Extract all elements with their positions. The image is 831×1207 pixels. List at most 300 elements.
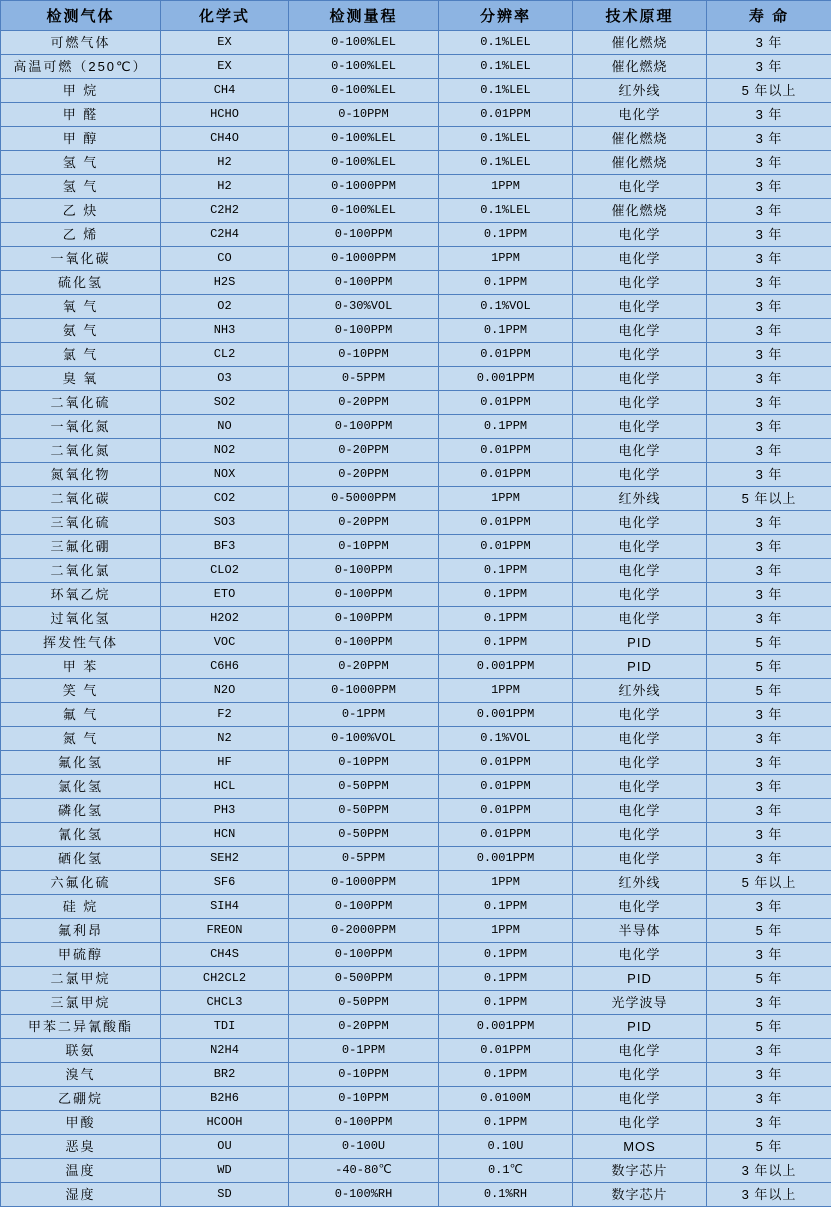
table-row (1, 343, 831, 367)
cell-detection-range: 0-100%LEL (289, 79, 439, 103)
cell-chemical-formula: CHCL3 (161, 991, 289, 1015)
cell-chemical-formula: EX (161, 31, 289, 55)
cell-lifespan: 3 年以上 (707, 1183, 831, 1207)
cell-resolution: 1PPM (439, 919, 573, 943)
cell-technical-principle: 红外线 (573, 487, 707, 511)
cell-technical-principle: 电化学 (573, 607, 707, 631)
cell-lifespan: 3 年 (707, 559, 831, 583)
cell-lifespan: 3 年 (707, 103, 831, 127)
cell-detection-range: -40-80℃ (289, 1159, 439, 1183)
cell-resolution: 0.1PPM (439, 607, 573, 631)
cell-detection-range: 0-1000PPM (289, 175, 439, 199)
cell-detection-range: 0-50PPM (289, 799, 439, 823)
cell-technical-principle: 电化学 (573, 583, 707, 607)
cell-gas-name: 一氧化碳 (1, 247, 161, 271)
table-row (1, 487, 831, 511)
table-row (1, 1135, 831, 1159)
cell-technical-principle: 电化学 (573, 295, 707, 319)
cell-technical-principle: 数字芯片 (573, 1183, 707, 1207)
cell-resolution: 0.1%LEL (439, 199, 573, 223)
cell-detection-range: 0-100PPM (289, 607, 439, 631)
table-header (1, 1, 831, 31)
cell-technical-principle: 电化学 (573, 847, 707, 871)
cell-resolution: 0.10U (439, 1135, 573, 1159)
cell-technical-principle: MOS (573, 1135, 707, 1159)
table-row (1, 967, 831, 991)
cell-resolution: 0.01PPM (439, 751, 573, 775)
cell-chemical-formula: BF3 (161, 535, 289, 559)
cell-chemical-formula: CL2 (161, 343, 289, 367)
cell-gas-name: 氮氧化物 (1, 463, 161, 487)
cell-resolution: 0.1%LEL (439, 127, 573, 151)
cell-gas-name: 二氧化氮 (1, 439, 161, 463)
cell-gas-name: 联氨 (1, 1039, 161, 1063)
cell-detection-range: 0-10PPM (289, 535, 439, 559)
cell-lifespan: 3 年 (707, 223, 831, 247)
table-row (1, 535, 831, 559)
cell-chemical-formula: H2 (161, 151, 289, 175)
cell-gas-name: 氟 气 (1, 703, 161, 727)
cell-chemical-formula: H2S (161, 271, 289, 295)
cell-gas-name: 甲 苯 (1, 655, 161, 679)
cell-chemical-formula: SD (161, 1183, 289, 1207)
table-row (1, 415, 831, 439)
cell-technical-principle: 催化燃烧 (573, 31, 707, 55)
cell-detection-range: 0-100%LEL (289, 31, 439, 55)
cell-gas-name: 过氧化氢 (1, 607, 161, 631)
cell-resolution: 0.001PPM (439, 703, 573, 727)
cell-resolution: 0.1℃ (439, 1159, 573, 1183)
table-row (1, 727, 831, 751)
cell-chemical-formula: H2 (161, 175, 289, 199)
cell-chemical-formula: O2 (161, 295, 289, 319)
cell-chemical-formula: SF6 (161, 871, 289, 895)
cell-resolution: 0.01PPM (439, 103, 573, 127)
cell-gas-name: 甲 醛 (1, 103, 161, 127)
cell-chemical-formula: NH3 (161, 319, 289, 343)
cell-chemical-formula: N2 (161, 727, 289, 751)
cell-gas-name: 氨 气 (1, 319, 161, 343)
cell-chemical-formula: HCN (161, 823, 289, 847)
table-row (1, 151, 831, 175)
cell-resolution: 0.01PPM (439, 511, 573, 535)
table-row (1, 607, 831, 631)
cell-chemical-formula: OU (161, 1135, 289, 1159)
cell-resolution: 0.1PPM (439, 631, 573, 655)
cell-chemical-formula: B2H6 (161, 1087, 289, 1111)
cell-resolution: 0.01PPM (439, 823, 573, 847)
cell-gas-name: 二氯甲烷 (1, 967, 161, 991)
cell-detection-range: 0-100PPM (289, 223, 439, 247)
cell-lifespan: 3 年 (707, 703, 831, 727)
table-row (1, 895, 831, 919)
cell-technical-principle: 电化学 (573, 895, 707, 919)
cell-chemical-formula: TDI (161, 1015, 289, 1039)
cell-resolution: 0.1%VOL (439, 295, 573, 319)
cell-resolution: 0.1PPM (439, 1111, 573, 1135)
cell-resolution: 0.01PPM (439, 439, 573, 463)
cell-gas-name: 氮 气 (1, 727, 161, 751)
cell-gas-name: 甲酸 (1, 1111, 161, 1135)
cell-resolution: 0.1%LEL (439, 79, 573, 103)
cell-detection-range: 0-10PPM (289, 1063, 439, 1087)
cell-technical-principle: 电化学 (573, 439, 707, 463)
cell-detection-range: 0-100PPM (289, 1111, 439, 1135)
cell-detection-range: 0-100%LEL (289, 55, 439, 79)
cell-detection-range: 0-100%LEL (289, 199, 439, 223)
cell-gas-name: 甲 烷 (1, 79, 161, 103)
cell-technical-principle: 电化学 (573, 1111, 707, 1135)
cell-lifespan: 3 年 (707, 175, 831, 199)
cell-resolution: 0.001PPM (439, 847, 573, 871)
table-row (1, 991, 831, 1015)
cell-detection-range: 0-30%VOL (289, 295, 439, 319)
cell-lifespan: 5 年 (707, 967, 831, 991)
cell-technical-principle: 催化燃烧 (573, 151, 707, 175)
cell-detection-range: 0-50PPM (289, 775, 439, 799)
cell-chemical-formula: CO (161, 247, 289, 271)
cell-gas-name: 硫化氢 (1, 271, 161, 295)
cell-detection-range: 0-10PPM (289, 751, 439, 775)
cell-technical-principle: 电化学 (573, 727, 707, 751)
cell-gas-name: 高温可燃（250℃） (1, 55, 161, 79)
cell-lifespan: 3 年 (707, 367, 831, 391)
cell-resolution: 0.01PPM (439, 1039, 573, 1063)
cell-lifespan: 5 年 (707, 919, 831, 943)
column-header-resolution: 分辨率 (439, 1, 573, 31)
cell-resolution: 1PPM (439, 679, 573, 703)
cell-gas-name: 氧 气 (1, 295, 161, 319)
table-row (1, 799, 831, 823)
cell-detection-range: 0-20PPM (289, 439, 439, 463)
cell-detection-range: 0-100%LEL (289, 127, 439, 151)
cell-chemical-formula: H2O2 (161, 607, 289, 631)
cell-technical-principle: 催化燃烧 (573, 55, 707, 79)
cell-technical-principle: 电化学 (573, 343, 707, 367)
table-row (1, 583, 831, 607)
column-header-lifespan: 寿 命 (707, 1, 831, 31)
cell-lifespan: 3 年 (707, 1087, 831, 1111)
cell-chemical-formula: VOC (161, 631, 289, 655)
cell-technical-principle: PID (573, 967, 707, 991)
cell-lifespan: 3 年 (707, 151, 831, 175)
cell-lifespan: 3 年以上 (707, 1159, 831, 1183)
cell-technical-principle: 电化学 (573, 559, 707, 583)
cell-detection-range: 0-20PPM (289, 511, 439, 535)
cell-gas-name: 氯 气 (1, 343, 161, 367)
cell-technical-principle: 电化学 (573, 823, 707, 847)
cell-gas-name: 二氧化碳 (1, 487, 161, 511)
cell-chemical-formula: NO2 (161, 439, 289, 463)
cell-lifespan: 3 年 (707, 775, 831, 799)
cell-lifespan: 3 年 (707, 511, 831, 535)
cell-chemical-formula: F2 (161, 703, 289, 727)
cell-resolution: 1PPM (439, 487, 573, 511)
cell-technical-principle: 电化学 (573, 247, 707, 271)
cell-lifespan: 3 年 (707, 295, 831, 319)
cell-lifespan: 3 年 (707, 727, 831, 751)
cell-chemical-formula: C2H4 (161, 223, 289, 247)
table-row (1, 247, 831, 271)
cell-resolution: 0.01PPM (439, 775, 573, 799)
cell-chemical-formula: WD (161, 1159, 289, 1183)
cell-technical-principle: 催化燃烧 (573, 127, 707, 151)
cell-resolution: 0.001PPM (439, 655, 573, 679)
cell-technical-principle: 催化燃烧 (573, 199, 707, 223)
cell-lifespan: 3 年 (707, 751, 831, 775)
cell-gas-name: 二氧化氯 (1, 559, 161, 583)
table-row (1, 367, 831, 391)
cell-technical-principle: 电化学 (573, 415, 707, 439)
cell-technical-principle: 半导体 (573, 919, 707, 943)
cell-technical-principle: PID (573, 631, 707, 655)
cell-resolution: 0.001PPM (439, 367, 573, 391)
cell-technical-principle: 电化学 (573, 703, 707, 727)
table-row (1, 919, 831, 943)
cell-gas-name: 硒化氢 (1, 847, 161, 871)
cell-chemical-formula: C6H6 (161, 655, 289, 679)
cell-lifespan: 5 年以上 (707, 487, 831, 511)
cell-lifespan: 3 年 (707, 799, 831, 823)
cell-lifespan: 3 年 (707, 895, 831, 919)
cell-lifespan: 3 年 (707, 271, 831, 295)
cell-lifespan: 3 年 (707, 1111, 831, 1135)
table-row (1, 1159, 831, 1183)
cell-resolution: 0.1%LEL (439, 31, 573, 55)
cell-detection-range: 0-500PPM (289, 967, 439, 991)
cell-resolution: 0.01PPM (439, 799, 573, 823)
column-header-principle: 技术原理 (573, 1, 707, 31)
cell-resolution: 0.1%LEL (439, 151, 573, 175)
cell-gas-name: 甲硫醇 (1, 943, 161, 967)
table-row (1, 703, 831, 727)
table-row (1, 103, 831, 127)
cell-lifespan: 3 年 (707, 199, 831, 223)
cell-resolution: 0.1PPM (439, 967, 573, 991)
table-row (1, 319, 831, 343)
cell-resolution: 0.1PPM (439, 415, 573, 439)
cell-technical-principle: 电化学 (573, 463, 707, 487)
cell-gas-name: 挥发性气体 (1, 631, 161, 655)
table-row (1, 559, 831, 583)
cell-detection-range: 0-50PPM (289, 823, 439, 847)
cell-lifespan: 5 年 (707, 631, 831, 655)
table-row (1, 175, 831, 199)
cell-technical-principle: 数字芯片 (573, 1159, 707, 1183)
cell-lifespan: 3 年 (707, 607, 831, 631)
cell-detection-range: 0-100PPM (289, 583, 439, 607)
cell-technical-principle: 红外线 (573, 871, 707, 895)
cell-resolution: 0.1PPM (439, 583, 573, 607)
cell-detection-range: 0-20PPM (289, 391, 439, 415)
cell-gas-name: 一氧化氮 (1, 415, 161, 439)
cell-gas-name: 三氯甲烷 (1, 991, 161, 1015)
cell-gas-name: 臭 氧 (1, 367, 161, 391)
cell-technical-principle: 电化学 (573, 511, 707, 535)
cell-technical-principle: 电化学 (573, 223, 707, 247)
cell-resolution: 0.1%RH (439, 1183, 573, 1207)
cell-detection-range: 0-100PPM (289, 319, 439, 343)
cell-lifespan: 3 年 (707, 847, 831, 871)
cell-technical-principle: 电化学 (573, 775, 707, 799)
cell-gas-name: 恶臭 (1, 1135, 161, 1159)
cell-gas-name: 磷化氢 (1, 799, 161, 823)
cell-gas-name: 氢 气 (1, 151, 161, 175)
cell-gas-name: 氯化氢 (1, 775, 161, 799)
cell-resolution: 0.1%VOL (439, 727, 573, 751)
cell-chemical-formula: CH4O (161, 127, 289, 151)
cell-resolution: 0.1PPM (439, 991, 573, 1015)
cell-detection-range: 0-100PPM (289, 559, 439, 583)
cell-detection-range: 0-5PPM (289, 847, 439, 871)
cell-resolution: 0.1PPM (439, 943, 573, 967)
cell-lifespan: 3 年 (707, 583, 831, 607)
cell-lifespan: 3 年 (707, 415, 831, 439)
cell-resolution: 0.1PPM (439, 271, 573, 295)
cell-resolution: 0.0100M (439, 1087, 573, 1111)
cell-gas-name: 乙 炔 (1, 199, 161, 223)
cell-technical-principle: 电化学 (573, 799, 707, 823)
cell-gas-name: 三氟化硼 (1, 535, 161, 559)
cell-gas-name: 湿度 (1, 1183, 161, 1207)
cell-lifespan: 3 年 (707, 31, 831, 55)
cell-detection-range: 0-1PPM (289, 1039, 439, 1063)
cell-detection-range: 0-100PPM (289, 271, 439, 295)
column-header-gas: 检测气体 (1, 1, 161, 31)
table-row (1, 1087, 831, 1111)
cell-technical-principle: 光学波导 (573, 991, 707, 1015)
cell-chemical-formula: SIH4 (161, 895, 289, 919)
table-row (1, 1039, 831, 1063)
cell-lifespan: 5 年以上 (707, 79, 831, 103)
cell-chemical-formula: HCL (161, 775, 289, 799)
cell-detection-range: 0-1000PPM (289, 871, 439, 895)
cell-lifespan: 3 年 (707, 439, 831, 463)
cell-technical-principle: 电化学 (573, 535, 707, 559)
table-row (1, 943, 831, 967)
cell-detection-range: 0-1PPM (289, 703, 439, 727)
cell-detection-range: 0-10PPM (289, 103, 439, 127)
cell-detection-range: 0-5PPM (289, 367, 439, 391)
table-row (1, 823, 831, 847)
cell-detection-range: 0-50PPM (289, 991, 439, 1015)
cell-lifespan: 3 年 (707, 991, 831, 1015)
cell-chemical-formula: EX (161, 55, 289, 79)
cell-lifespan: 3 年 (707, 1063, 831, 1087)
cell-technical-principle: 电化学 (573, 943, 707, 967)
cell-lifespan: 3 年 (707, 463, 831, 487)
cell-gas-name: 乙硼烷 (1, 1087, 161, 1111)
table-row (1, 199, 831, 223)
table-row (1, 775, 831, 799)
cell-detection-range: 0-10PPM (289, 343, 439, 367)
cell-chemical-formula: CH2CL2 (161, 967, 289, 991)
cell-lifespan: 3 年 (707, 127, 831, 151)
cell-technical-principle: 电化学 (573, 751, 707, 775)
table-row (1, 55, 831, 79)
table-row (1, 463, 831, 487)
cell-lifespan: 3 年 (707, 55, 831, 79)
cell-lifespan: 3 年 (707, 823, 831, 847)
cell-gas-name: 可燃气体 (1, 31, 161, 55)
cell-technical-principle: 电化学 (573, 391, 707, 415)
cell-gas-name: 环氧乙烷 (1, 583, 161, 607)
cell-lifespan: 3 年 (707, 343, 831, 367)
cell-gas-name: 六氟化硫 (1, 871, 161, 895)
cell-resolution: 0.1PPM (439, 1063, 573, 1087)
cell-detection-range: 0-100%LEL (289, 151, 439, 175)
cell-detection-range: 0-100%RH (289, 1183, 439, 1207)
cell-gas-name: 二氧化硫 (1, 391, 161, 415)
cell-resolution: 0.01PPM (439, 343, 573, 367)
cell-technical-principle: PID (573, 655, 707, 679)
cell-detection-range: 0-20PPM (289, 463, 439, 487)
cell-resolution: 1PPM (439, 247, 573, 271)
cell-gas-name: 溴气 (1, 1063, 161, 1087)
cell-detection-range: 0-100PPM (289, 415, 439, 439)
cell-gas-name: 温度 (1, 1159, 161, 1183)
cell-gas-name: 甲 醇 (1, 127, 161, 151)
cell-lifespan: 5 年以上 (707, 871, 831, 895)
table-row (1, 391, 831, 415)
cell-detection-range: 0-10PPM (289, 1087, 439, 1111)
cell-technical-principle: PID (573, 1015, 707, 1039)
cell-technical-principle: 电化学 (573, 1087, 707, 1111)
cell-chemical-formula: PH3 (161, 799, 289, 823)
cell-chemical-formula: C2H2 (161, 199, 289, 223)
cell-gas-name: 氟化氢 (1, 751, 161, 775)
cell-resolution: 0.01PPM (439, 535, 573, 559)
cell-detection-range: 0-5000PPM (289, 487, 439, 511)
column-header-range: 检测量程 (289, 1, 439, 31)
table-row (1, 79, 831, 103)
cell-chemical-formula: ETO (161, 583, 289, 607)
table-row (1, 1183, 831, 1207)
table-row (1, 223, 831, 247)
cell-chemical-formula: HCHO (161, 103, 289, 127)
cell-chemical-formula: NOX (161, 463, 289, 487)
cell-detection-range: 0-100PPM (289, 631, 439, 655)
cell-gas-name: 三氧化硫 (1, 511, 161, 535)
cell-detection-range: 0-20PPM (289, 1015, 439, 1039)
cell-resolution: 1PPM (439, 871, 573, 895)
table-row (1, 631, 831, 655)
cell-chemical-formula: CO2 (161, 487, 289, 511)
cell-chemical-formula: CH4 (161, 79, 289, 103)
cell-chemical-formula: FREON (161, 919, 289, 943)
cell-gas-name: 氟利昂 (1, 919, 161, 943)
cell-technical-principle: 红外线 (573, 79, 707, 103)
cell-lifespan: 3 年 (707, 391, 831, 415)
table-row (1, 271, 831, 295)
cell-chemical-formula: SO2 (161, 391, 289, 415)
cell-lifespan: 5 年 (707, 1015, 831, 1039)
cell-gas-name: 甲苯二异氰酸酯 (1, 1015, 161, 1039)
cell-detection-range: 0-1000PPM (289, 247, 439, 271)
cell-lifespan: 5 年 (707, 679, 831, 703)
table-row (1, 847, 831, 871)
cell-technical-principle: 电化学 (573, 367, 707, 391)
cell-chemical-formula: BR2 (161, 1063, 289, 1087)
cell-gas-name: 笑 气 (1, 679, 161, 703)
cell-technical-principle: 电化学 (573, 271, 707, 295)
table-row (1, 511, 831, 535)
cell-detection-range: 0-2000PPM (289, 919, 439, 943)
cell-detection-range: 0-20PPM (289, 655, 439, 679)
table-row (1, 31, 831, 55)
cell-technical-principle: 电化学 (573, 103, 707, 127)
cell-chemical-formula: CH4S (161, 943, 289, 967)
